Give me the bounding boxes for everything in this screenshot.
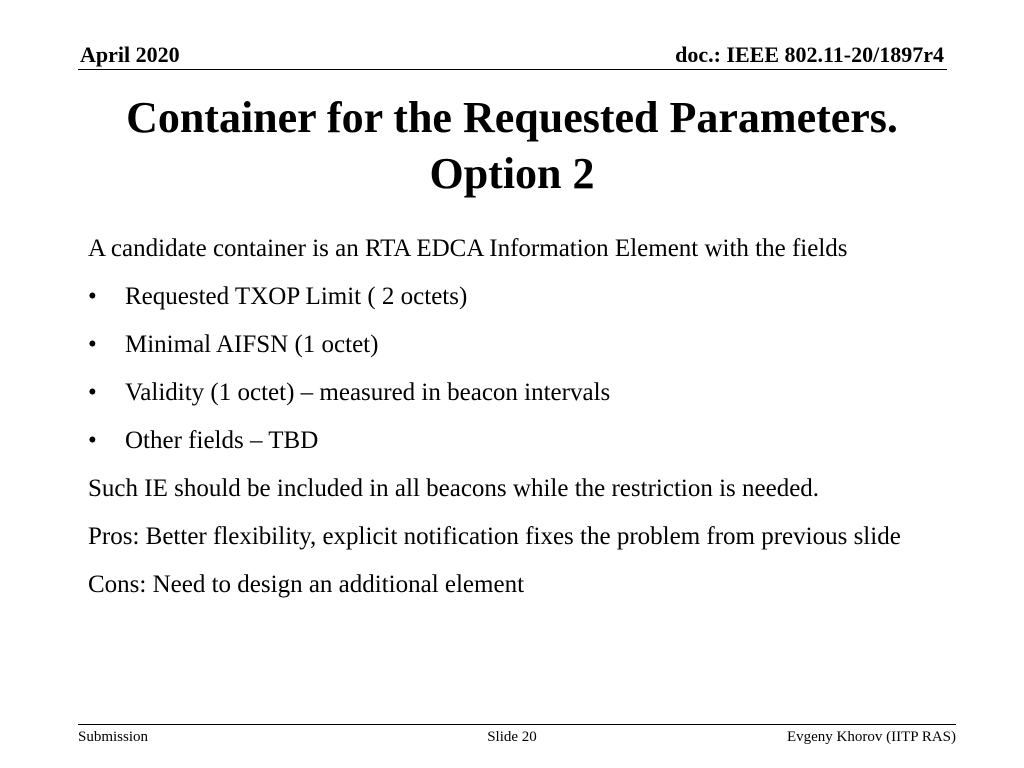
list-item-text: Requested TXOP Limit ( 2 octets): [125, 283, 468, 310]
list-item-text: Minimal AIFSN (1 octet): [125, 331, 379, 358]
footer-author: Evgeny Khorov (IITP RAS): [786, 729, 956, 745]
slide-title-line-2: Option 2: [429, 149, 595, 198]
list-item: [88, 372, 948, 413]
pros-paragraph: Pros: Better flexibility, explicit notification fixes the problem from previous slide: [88, 523, 901, 550]
intro-paragraph: A candidate container is an RTA EDCA Information Element with the fields: [88, 235, 848, 262]
footer-rule: [78, 724, 956, 725]
slide-title-line-1: Container for the Requested Parameters.: [126, 93, 898, 142]
cons-paragraph: Cons: Need to design an additional element: [88, 571, 525, 598]
note-paragraph: Such IE should be included in all beacons while the restriction is needed.: [88, 475, 820, 502]
list-item-text: Other fields – TBD: [125, 427, 319, 454]
list-item: [88, 276, 948, 317]
slide-title: [60, 90, 964, 202]
list-item: [88, 420, 948, 461]
header-doc-id: doc.: IEEE 802.11-20/1897r4: [675, 42, 944, 67]
slide-body: [88, 228, 948, 612]
bullet-icon: •: [88, 283, 97, 310]
footer-slide-number: Slide 20: [487, 729, 537, 745]
list-item-text: Validity (1 octet) – measured in beacon intervals: [125, 379, 611, 406]
list-item: [88, 324, 948, 365]
bullet-icon: •: [88, 331, 97, 358]
header-rule: [78, 69, 947, 70]
bullet-icon: •: [88, 379, 97, 406]
footer-submission: Submission: [78, 729, 149, 745]
header-date: April 2020: [80, 42, 180, 67]
bullet-icon: •: [88, 427, 97, 454]
